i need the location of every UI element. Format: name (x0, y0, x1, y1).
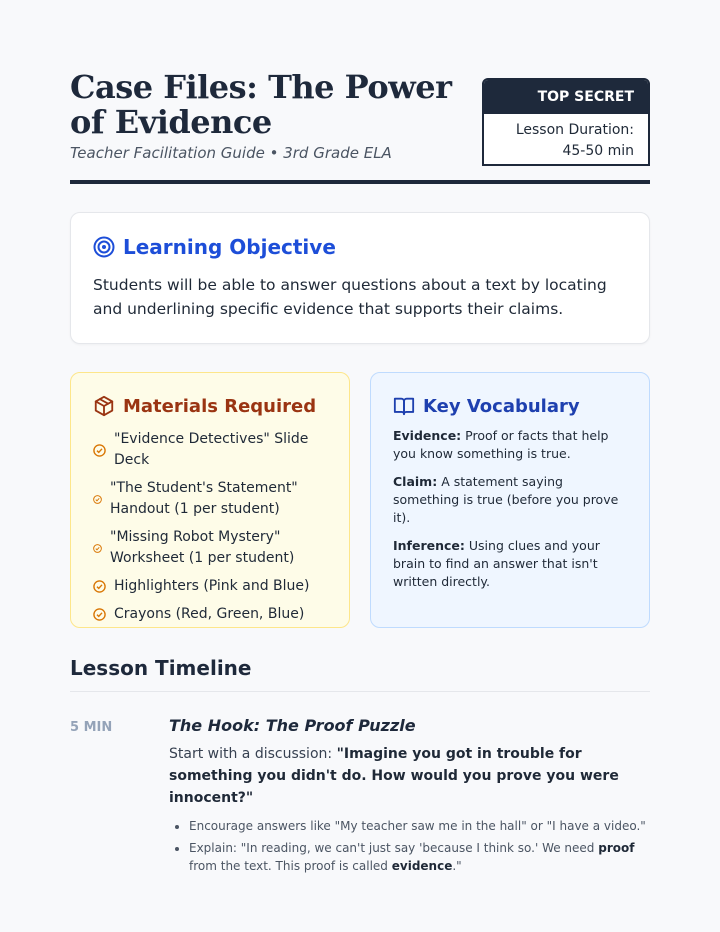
step-intro-prefix: Start with a discussion: (169, 746, 337, 762)
target-icon (93, 236, 115, 258)
vocab-definition: Using clues and your brain to find an answer that isn't written directly. (393, 538, 600, 589)
book-icon (393, 395, 415, 417)
step-intro-quote: "Imagine you got in trouble for something you didn't do. How would you prove you were innocent?" (169, 746, 619, 806)
list-item (93, 576, 327, 597)
vocab-term: Claim: (393, 474, 438, 489)
check-circle-icon (93, 580, 106, 593)
step-bullets (169, 817, 650, 875)
learning-objective-card (70, 212, 650, 344)
vocabulary-card (370, 372, 650, 628)
page-title: Case Files: The Power of Evidence (70, 68, 452, 141)
bullet-emphasis: evidence (391, 859, 453, 873)
bullet-text: Explain: "In reading, we can't just say 'because I think so.' We need (189, 841, 599, 855)
bullet-text: from the text. This proof is called (189, 859, 392, 873)
step-duration: 5 MIN (70, 720, 113, 735)
material-label: "Missing Robot Mystery" Worksheet (1 per student) (110, 529, 295, 566)
timeline-heading: Lesson Timeline (70, 656, 252, 680)
materials-card (70, 372, 350, 628)
vocab-term: Evidence: (393, 428, 462, 443)
list-item (189, 839, 650, 875)
header-divider (70, 180, 650, 184)
check-circle-icon (93, 495, 102, 504)
material-label: Highlighters (Pink and Blue) (114, 578, 310, 594)
step-intro (169, 743, 650, 809)
package-icon (93, 395, 115, 417)
vocab-item-claim (393, 473, 627, 527)
list-item (93, 478, 327, 520)
vocab-term: Inference: (393, 538, 465, 553)
material-label: "The Student's Statement" Handout (1 per student) (110, 480, 298, 517)
timeline-divider (70, 691, 650, 692)
list-item (93, 429, 327, 471)
materials-title: Materials Required (123, 395, 317, 417)
check-circle-icon (93, 544, 102, 553)
material-label: "Evidence Detectives" Slide Deck (114, 431, 309, 468)
list-item: • Encourage answers like "My teacher saw me in the hall" or "I have a video." (189, 817, 650, 835)
page-subtitle: Teacher Facilitation Guide • 3rd Grade ELA (70, 144, 392, 162)
page-header (70, 70, 650, 184)
vocab-item-inference (393, 537, 627, 591)
top-secret-stamp (482, 78, 650, 166)
objective-heading (93, 235, 627, 259)
bullet-text: ." (452, 859, 462, 873)
check-circle-icon (93, 608, 106, 621)
materials-heading (93, 395, 327, 417)
material-label: Crayons (Red, Green, Blue) (114, 606, 305, 622)
vocab-definition: A statement saying something is true (before you prove it). (393, 474, 619, 525)
stamp-label: TOP SECRET (484, 80, 648, 114)
vocab-item-evidence (393, 427, 627, 463)
list-item (93, 527, 327, 569)
lesson-duration: Lesson Duration: 45-50 min (515, 122, 634, 159)
check-circle-icon (93, 444, 106, 457)
vocab-heading (393, 395, 627, 417)
objective-title: Learning Objective (123, 235, 336, 259)
list-item (93, 604, 327, 625)
vocab-title: Key Vocabulary (423, 395, 580, 417)
objective-text: Students will be able to answer questions about a text by locating and underlining specific evidence that supports their claims. (93, 276, 607, 318)
vocab-definition: Proof or facts that help you know something is true. (393, 428, 609, 461)
step-heading: The Hook: The Proof Puzzle (169, 716, 416, 735)
materials-list (93, 429, 327, 625)
timeline-step (169, 716, 650, 879)
bullet-emphasis: proof (598, 841, 635, 855)
